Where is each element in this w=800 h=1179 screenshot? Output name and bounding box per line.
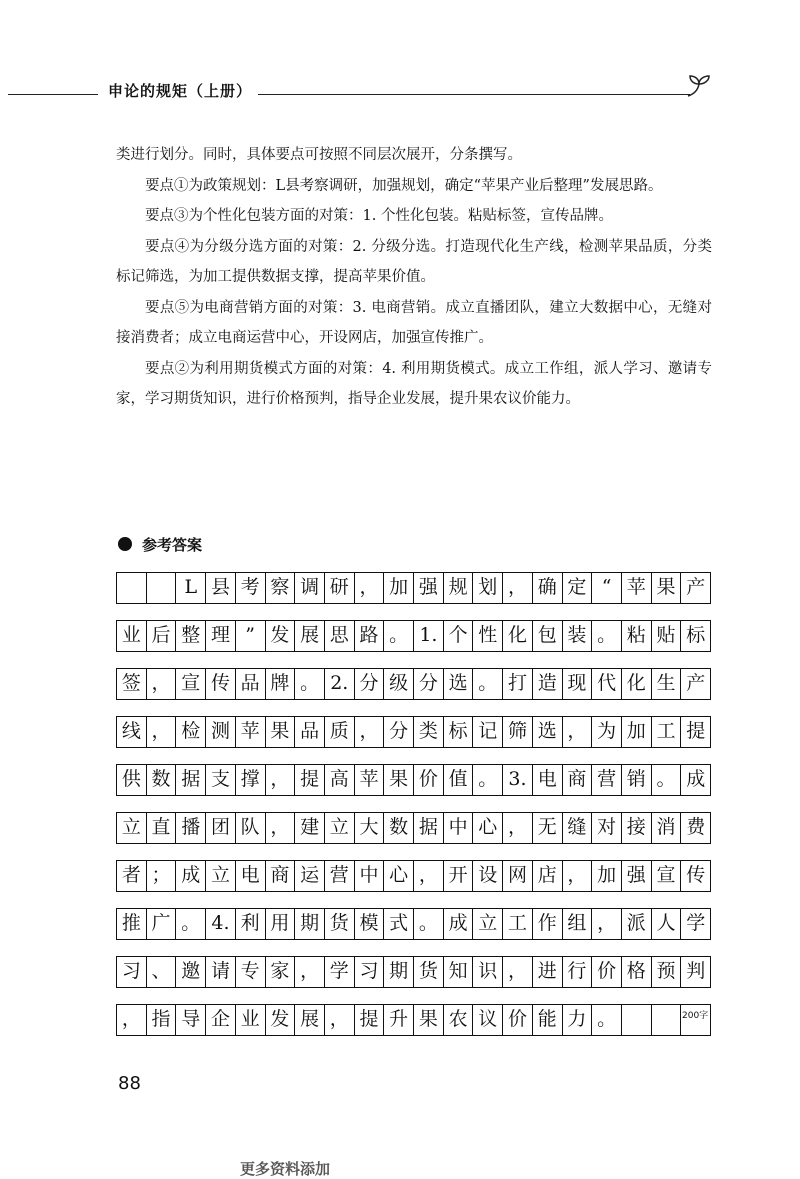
grid-cell: 宣 (652, 861, 682, 891)
grid-cell: 。 (295, 669, 325, 699)
header-rule-left (8, 94, 98, 95)
grid-cell: 支 (206, 765, 236, 795)
grid-cell: 、 (147, 957, 177, 987)
grid-cell: 立 (117, 813, 147, 843)
paragraph: 要点④为分级分选方面的对策：2. 分级分选。打造现代化生产线，检测苹果品质，分类标记筛选，为加工提供数据支撑，提高苹果价值。 (116, 238, 712, 285)
grid-cell: 装 (563, 621, 593, 651)
grid-cell: ， (295, 957, 325, 987)
grid-cell: 能 (533, 1005, 563, 1035)
grid-cell: 撑 (236, 765, 266, 795)
grid-cell: 。 (473, 669, 503, 699)
grid-cell: ， (147, 669, 177, 699)
grid-cell: 格 (622, 957, 652, 987)
grid-cell: 苹 (236, 717, 266, 747)
grid-cell: 级 (384, 669, 414, 699)
grid-cell: 商 (563, 765, 593, 795)
grid-cell: 线 (117, 717, 147, 747)
grid-cell: 化 (503, 621, 533, 651)
grid-cell: ， (592, 909, 622, 939)
grid-cell (117, 573, 147, 603)
grid-cell: 广 (147, 909, 177, 939)
grid-cell: 消 (652, 813, 682, 843)
grid-cell: 整 (176, 621, 206, 651)
grid-cell: ， (355, 573, 385, 603)
grid-cell: 接 (622, 813, 652, 843)
grid-row (116, 572, 711, 604)
grid-cell: 传 (686, 864, 706, 886)
grid-cell: 签 (117, 669, 147, 699)
grid-cell: ， (266, 765, 296, 795)
grid-cell: ， (414, 861, 444, 891)
grid-cell: 商 (266, 861, 296, 891)
grid-cell: 专 (236, 957, 266, 987)
grid-cell: 强 (622, 861, 652, 891)
grid-row (116, 1004, 711, 1036)
grid-cell: L (176, 573, 206, 603)
grid-cell: 测 (206, 717, 236, 747)
grid-cell: 生 (652, 669, 682, 699)
grid-cell: 导 (176, 1005, 206, 1035)
grid-cell: 期 (384, 957, 414, 987)
grid-cell: 直 (147, 813, 177, 843)
grid-cell: 预 (652, 957, 682, 987)
grid-cell: 业 (236, 1005, 266, 1035)
grid-cell: 货 (325, 909, 355, 939)
grid-cell: 建 (295, 813, 325, 843)
grid-cell: 期 (295, 909, 325, 939)
grid-cell: 分 (355, 669, 385, 699)
grid-row (116, 764, 711, 796)
grid-cell: 数 (384, 813, 414, 843)
grid-cell: 成 (176, 861, 206, 891)
grid-cell: 学 (325, 957, 355, 987)
grid-cell: ， (563, 861, 593, 891)
grid-cell: 立 (325, 813, 355, 843)
grid-cell: 筛 (503, 717, 533, 747)
grid-cell: 苹 (355, 765, 385, 795)
word-count-label: 200字 (682, 1011, 709, 1021)
grid-cell: ， (147, 717, 177, 747)
grid-cell: 行 (563, 957, 593, 987)
sprout-icon (684, 72, 714, 98)
grid-cell: 个 (444, 621, 474, 651)
grid-cell: 分 (414, 669, 444, 699)
grid-cell: 用 (266, 909, 296, 939)
grid-cell: 价 (592, 957, 622, 987)
section-label: 参考答案 (142, 536, 203, 554)
paragraph: 要点①为政策规划：L县考察调研，加强规划，确定“苹果产业后整理”发展思路。 (145, 177, 663, 194)
grid-cell: 价 (503, 1005, 533, 1035)
grid-cell: ； (147, 861, 177, 891)
grid-cell: ， (563, 717, 593, 747)
grid-row (116, 908, 711, 940)
grid-cell: 思 (325, 621, 355, 651)
grid-cell: 包 (533, 621, 563, 651)
grid-cell: 。 (384, 621, 414, 651)
grid-cell: 选 (444, 669, 474, 699)
grid-cell: 学 (686, 912, 706, 934)
grid-cell: 。 (176, 909, 206, 939)
grid-cell (622, 1005, 652, 1035)
grid-cell: 无 (533, 813, 563, 843)
grid-cell: 4. (206, 909, 236, 939)
grid-cell: 据 (176, 765, 206, 795)
grid-cell: 加 (592, 861, 622, 891)
grid-cell: 中 (444, 813, 474, 843)
grid-cell: 数 (147, 765, 177, 795)
header-rule-right (258, 94, 690, 95)
grid-cell: 工 (503, 909, 533, 939)
grid-cell: 。 (592, 621, 622, 651)
page-number: 88 (118, 1073, 141, 1094)
grid-cell: 1. (414, 621, 444, 651)
grid-cell: 后 (147, 621, 177, 651)
grid-cell: 电 (236, 861, 266, 891)
grid-cell: 货 (414, 957, 444, 987)
grid-cell: 心 (473, 813, 503, 843)
grid-row (116, 716, 711, 748)
grid-cell: 店 (533, 861, 563, 891)
grid-cell: 推 (117, 909, 147, 939)
grid-cell: 电 (533, 765, 563, 795)
grid-cell: 发 (266, 1005, 296, 1035)
grid-cell: 缝 (563, 813, 593, 843)
grid-cell: 队 (236, 813, 266, 843)
grid-cell: 开 (444, 861, 474, 891)
grid-cell: 家 (266, 957, 296, 987)
grid-cell: ， (355, 717, 385, 747)
grid-cell: 。 (414, 909, 444, 939)
grid-cell: 研 (325, 573, 355, 603)
grid-cell: 。 (652, 765, 682, 795)
grid-cell: 中 (355, 861, 385, 891)
grid-cell: 识 (473, 957, 503, 987)
grid-cell: 贴 (652, 621, 682, 651)
grid-cell: 。 (473, 765, 503, 795)
grid-cell: 类 (414, 717, 444, 747)
grid-cell: 者 (117, 861, 147, 891)
grid-cell: “ (592, 573, 622, 603)
grid-cell: 提 (295, 765, 325, 795)
grid-cell: 对 (592, 813, 622, 843)
grid-cell: 展 (295, 621, 325, 651)
grid-cell: 确 (533, 573, 563, 603)
grid-cell: 人 (652, 909, 682, 939)
grid-cell: 代 (592, 669, 622, 699)
grid-cell: 习 (355, 957, 385, 987)
grid-cell: 派 (622, 909, 652, 939)
body-text (116, 140, 712, 415)
grid-cell: 牌 (266, 669, 296, 699)
grid-cell: 团 (206, 813, 236, 843)
grid-cell: 果 (414, 1005, 444, 1035)
grid-cell: 据 (414, 813, 444, 843)
grid-cell: 议 (473, 1005, 503, 1035)
grid-cell: 作 (533, 909, 563, 939)
grid-cell: 工 (652, 717, 682, 747)
grid-cell: 强 (414, 573, 444, 603)
grid-cell: 判 (686, 960, 706, 982)
grid-cell: 产 (686, 672, 706, 694)
grid-cell: 营 (592, 765, 622, 795)
paragraph: 类进行划分。同时，具体要点可按照不同层次展开，分条撰写。 (116, 147, 522, 163)
grid-cell: 习 (117, 957, 147, 987)
grid-cell: 成 (686, 768, 706, 790)
grid-cell: ， (503, 573, 533, 603)
grid-cell: 果 (266, 717, 296, 747)
grid-cell: 2. (325, 669, 355, 699)
grid-cell: 品 (295, 717, 325, 747)
book-title: 申论的规矩（上册） (108, 82, 253, 100)
grid-cell: 农 (444, 1005, 474, 1035)
grid-cell: 运 (295, 861, 325, 891)
grid-cell: 提 (686, 720, 706, 742)
grid-cell: 加 (622, 717, 652, 747)
grid-cell: 网 (503, 861, 533, 891)
grid-cell (652, 1005, 682, 1035)
grid-cell: 宣 (176, 669, 206, 699)
grid-cell: 大 (355, 813, 385, 843)
grid-cell: ， (503, 957, 533, 987)
grid-row (116, 668, 711, 700)
grid-cell: 利 (236, 909, 266, 939)
bullet-icon (118, 537, 132, 551)
grid-cell: 指 (147, 1005, 177, 1035)
grid-cell: ” (236, 621, 266, 651)
grid-cell: 升 (384, 1005, 414, 1035)
grid-cell: 进 (533, 957, 563, 987)
grid-cell: 考 (236, 573, 266, 603)
grid-cell: 划 (473, 573, 503, 603)
grid-cell: 价 (414, 765, 444, 795)
paragraph: 要点②为利用期货模式方面的对策：4. 利用期货模式。成立工作组，派人学习、邀请专家，学习期货知识，进行价格预判，指导企业发展，提升果农议价能力。 (116, 360, 712, 407)
grid-cell: 选 (533, 717, 563, 747)
grid-cell: 察 (266, 573, 296, 603)
grid-cell: 高 (325, 765, 355, 795)
grid-row (116, 860, 711, 892)
grid-cell: 苹 (622, 573, 652, 603)
grid-cell: 化 (622, 669, 652, 699)
grid-cell: 组 (563, 909, 593, 939)
grid-cell: ， (503, 813, 533, 843)
grid-cell: 加 (384, 573, 414, 603)
grid-cell: 提 (355, 1005, 385, 1035)
grid-cell: 果 (384, 765, 414, 795)
grid-cell: 模 (355, 909, 385, 939)
grid-cell: 费 (686, 816, 706, 838)
paragraph: 要点⑤为电商营销方面的对策：3. 电商营销。成立直播团队，建立大数据中心，无缝对接消费者；成立电商运营中心，开设网店，加强宣传推广。 (116, 299, 712, 346)
grid-cell: 县 (206, 573, 236, 603)
footer-text: 更多资料添加 (240, 1160, 331, 1178)
grid-cell: 标 (686, 624, 706, 646)
grid-cell: 立 (473, 909, 503, 939)
grid-row (116, 620, 711, 652)
grid-cell: ， (325, 1005, 355, 1035)
grid-cell: 记 (473, 717, 503, 747)
grid-cell: 路 (355, 621, 385, 651)
grid-cell: 检 (176, 717, 206, 747)
grid-cell: 设 (473, 861, 503, 891)
grid-cell: 成 (444, 909, 474, 939)
grid-cell: 发 (266, 621, 296, 651)
grid-cell: 。 (592, 1005, 622, 1035)
running-header (0, 72, 800, 102)
grid-cell: ， (117, 1005, 147, 1035)
grid-cell: 产 (686, 576, 706, 598)
grid-cell: 销 (622, 765, 652, 795)
grid-cell: 值 (444, 765, 474, 795)
grid-cell: 心 (384, 861, 414, 891)
grid-cell: ， (266, 813, 296, 843)
grid-row (116, 956, 711, 988)
grid-row (116, 812, 711, 844)
grid-cell: 请 (206, 957, 236, 987)
grid-cell: 传 (206, 669, 236, 699)
grid-cell: 定 (563, 573, 593, 603)
grid-cell: 3. (503, 765, 533, 795)
grid-cell: 业 (117, 621, 147, 651)
grid-cell: 企 (206, 1005, 236, 1035)
grid-cell: 知 (444, 957, 474, 987)
grid-cell: 造 (533, 669, 563, 699)
grid-cell: 为 (592, 717, 622, 747)
grid-cell: 展 (295, 1005, 325, 1035)
grid-cell: 粘 (622, 621, 652, 651)
grid-cell: 供 (117, 765, 147, 795)
grid-cell: 调 (295, 573, 325, 603)
grid-cell: 品 (236, 669, 266, 699)
grid-cell: 质 (325, 717, 355, 747)
grid-cell: 标 (444, 717, 474, 747)
grid-cell: 分 (384, 717, 414, 747)
grid-cell: 邀 (176, 957, 206, 987)
grid-cell: 播 (176, 813, 206, 843)
grid-cell (147, 573, 177, 603)
paragraph: 要点③为个性化包装方面的对策：1. 个性化包装。粘贴标签，宣传品牌。 (145, 208, 613, 224)
grid-cell: 式 (384, 909, 414, 939)
grid-cell: 果 (652, 573, 682, 603)
grid-cell: 性 (473, 621, 503, 651)
grid-cell: 现 (563, 669, 593, 699)
grid-cell: 打 (503, 669, 533, 699)
grid-cell: 立 (206, 861, 236, 891)
grid-cell: 规 (444, 573, 474, 603)
grid-cell: 营 (325, 861, 355, 891)
grid-cell: 力 (563, 1005, 593, 1035)
grid-cell: 理 (206, 621, 236, 651)
